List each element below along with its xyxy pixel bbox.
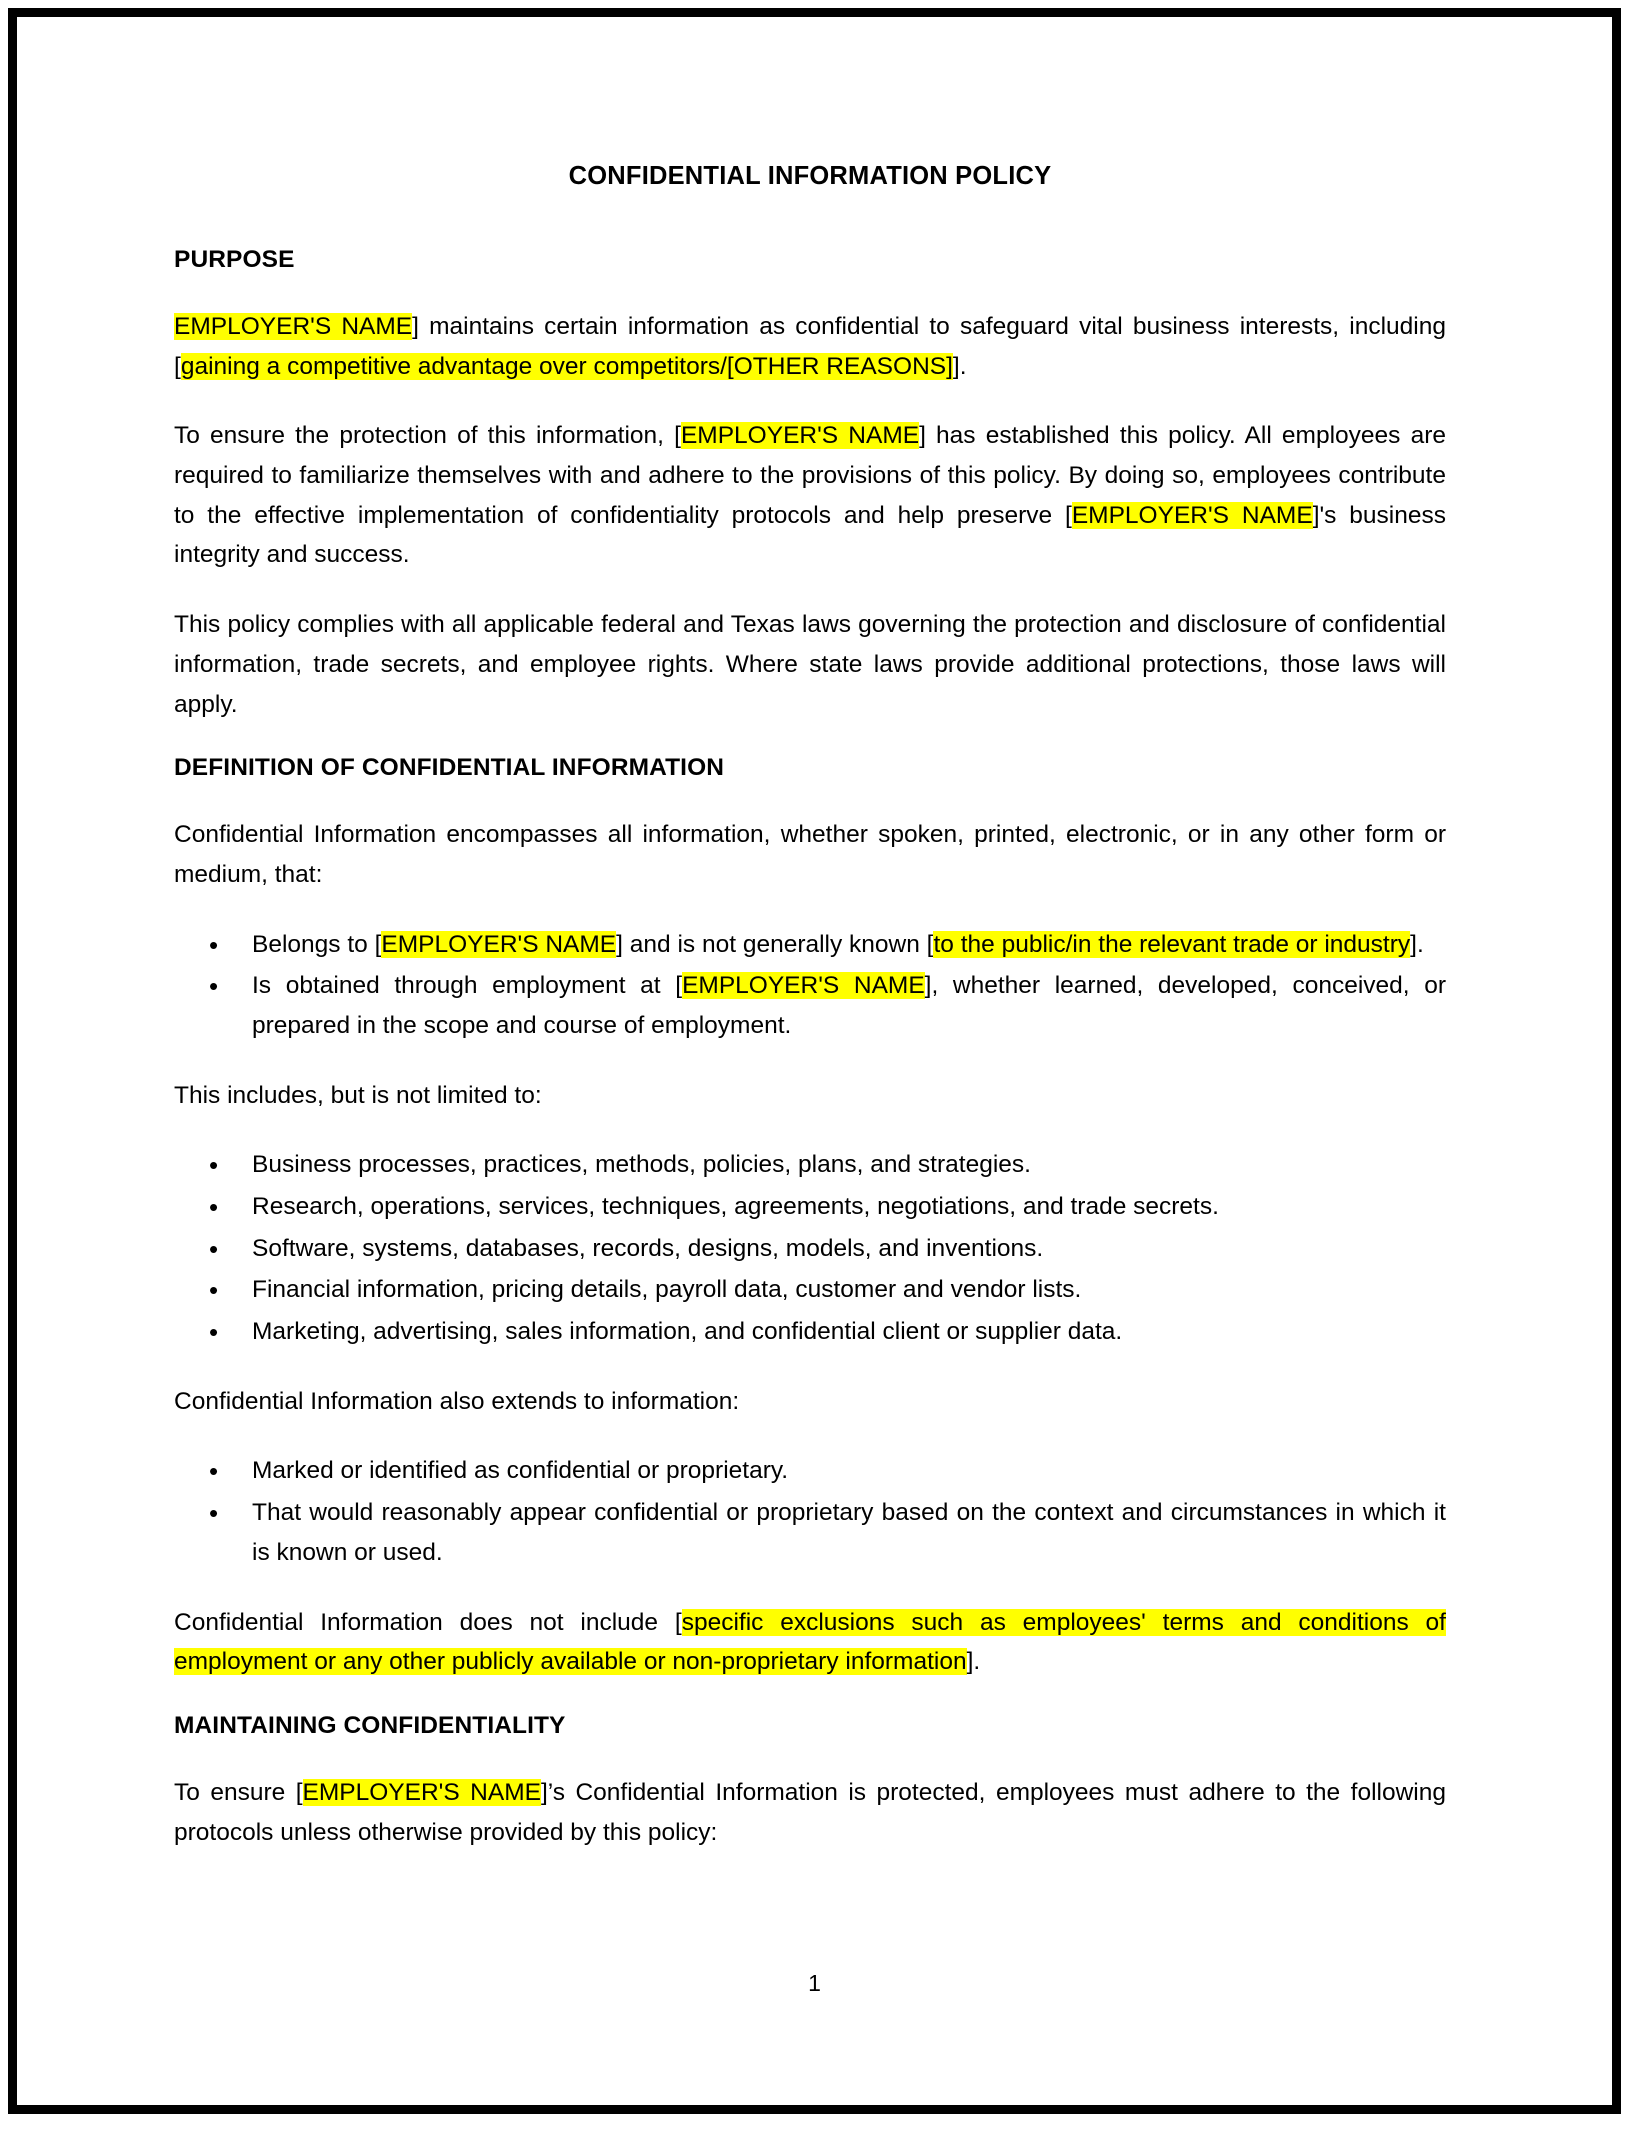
list-item xyxy=(174,925,1446,965)
bullet-a1-tail: ]. xyxy=(1410,930,1424,958)
exclusions-lead: Confidential Information does not include [ xyxy=(174,1608,682,1636)
section-heading-maintaining: MAINTAINING CONFIDENTIALITY xyxy=(174,1711,566,1739)
placeholder-employer-name: EMPLOYER'S NAME xyxy=(381,930,617,958)
bullet-a1-lead: Belongs to [ xyxy=(252,930,382,958)
bullet-a2-middle: ], whether learned, developed, conceived, or prepared in the scope and course of employment. xyxy=(252,972,1446,1039)
bullet-c1-text: Marked or identified as confidential or proprietary. xyxy=(252,1457,789,1485)
definition-bullet-list-b xyxy=(174,1145,1446,1351)
section-heading-definition: DEFINITION OF CONFIDENTIAL INFORMATION xyxy=(174,754,725,782)
placeholder-other-reasons: gaining a competitive advantage over competitors/[OTHER REASONS] xyxy=(180,352,953,380)
page-number: 1 xyxy=(808,1970,821,1996)
purpose-p1-tail: ]. xyxy=(952,352,967,380)
definition-includes-intro: This includes, but is not limited to: xyxy=(174,1081,542,1109)
list-item xyxy=(174,1312,1446,1352)
definition-extends-intro: Confidential Information also extends to information: xyxy=(174,1387,740,1415)
definition-exclusions-paragraph xyxy=(174,1603,1446,1682)
maintaining-paragraph-1 xyxy=(174,1773,1446,1852)
bullet-c2-text: That would reasonably appear confidential or proprietary based on the context and circumstances in which it is known or used. xyxy=(252,1499,1446,1566)
purpose-paragraph-2 xyxy=(174,416,1446,575)
purpose-paragraph-3: This policy complies with all applicable federal and Texas laws governing the protection and disclosure of confidential information, trade secrets, and employee rights. Where state laws provide additional protections, those laws will apply. xyxy=(174,611,1446,718)
bullet-b5-text: Marketing, advertising, sales information, and confidential client or supplier data. xyxy=(252,1318,1123,1346)
list-item xyxy=(174,966,1446,1045)
page-frame xyxy=(8,8,1621,2114)
list-item xyxy=(174,1493,1446,1572)
bullet-b1-text: Business processes, practices, methods, policies, plans, and strategies. xyxy=(252,1151,1031,1179)
definition-bullet-list-a xyxy=(174,925,1446,1046)
purpose-paragraph-1 xyxy=(174,307,1446,386)
bullet-b3-text: Software, systems, databases, records, designs, models, and inventions. xyxy=(252,1234,1044,1262)
bullet-a1-middle: ] and is not generally known [ xyxy=(616,930,934,958)
list-item xyxy=(174,1187,1446,1227)
page-title: CONFIDENTIAL INFORMATION POLICY xyxy=(568,162,1052,190)
purpose-p2-tail: ]'s business integrity and success. xyxy=(174,501,1446,569)
list-item xyxy=(174,1145,1446,1185)
placeholder-public-trade-industry: to the public/in the relevant trade or industry xyxy=(933,930,1411,958)
placeholder-employer-name: EMPLOYER'S NAME xyxy=(680,422,920,450)
document-body xyxy=(174,162,1446,1882)
bullet-b2-text: Research, operations, services, techniques, agreements, negotiations, and trade secrets. xyxy=(252,1193,1219,1220)
purpose-p1-middle: ] maintains certain information as confidential to safeguard vital business interests, including [ xyxy=(174,313,1446,380)
maintaining-p1-tail: ]’s Confidential Information is protected, employees must adhere to the following protocols unless otherwise provided by this policy: xyxy=(174,1778,1446,1846)
purpose-p2-middle: ] has established this policy. All employees are required to familiarize themselves with and adhere to the provisions of this policy. By doing so, employees contribute to the effective implementation of confidentiality protocols and help preserve [ xyxy=(174,422,1446,529)
definition-intro-paragraph: Confidential Information encompasses all information, whether spoken, printed, electronic, or in any other form or medium, that: xyxy=(174,821,1446,888)
placeholder-employer-name: EMPLOYER'S NAME xyxy=(302,1778,541,1806)
definition-bullet-list-c xyxy=(174,1451,1446,1572)
exclusions-tail: ]. xyxy=(966,1648,981,1676)
placeholder-employer-name: EMPLOYER'S NAME xyxy=(682,972,925,1000)
placeholder-employer-name: EMPLOYER'S NAME xyxy=(1071,501,1313,529)
maintaining-p1-lead: To ensure [ xyxy=(174,1778,303,1806)
purpose-p2-lead: To ensure the protection of this information, [ xyxy=(174,422,681,450)
placeholder-specific-exclusions: specific exclusions such as employees' terms and conditions of employment or any other publicly available or non-proprietary information xyxy=(174,1608,1446,1676)
section-heading-purpose: PURPOSE xyxy=(174,246,295,273)
placeholder-employer-name: EMPLOYER'S NAME xyxy=(174,313,413,340)
bullet-a2-lead: Is obtained through employment at [ xyxy=(252,972,683,1000)
list-item xyxy=(174,1229,1446,1269)
list-item xyxy=(174,1451,1446,1491)
list-item xyxy=(174,1270,1446,1310)
bullet-b4-text: Financial information, pricing details, payroll data, customer and vendor lists. xyxy=(252,1276,1082,1304)
